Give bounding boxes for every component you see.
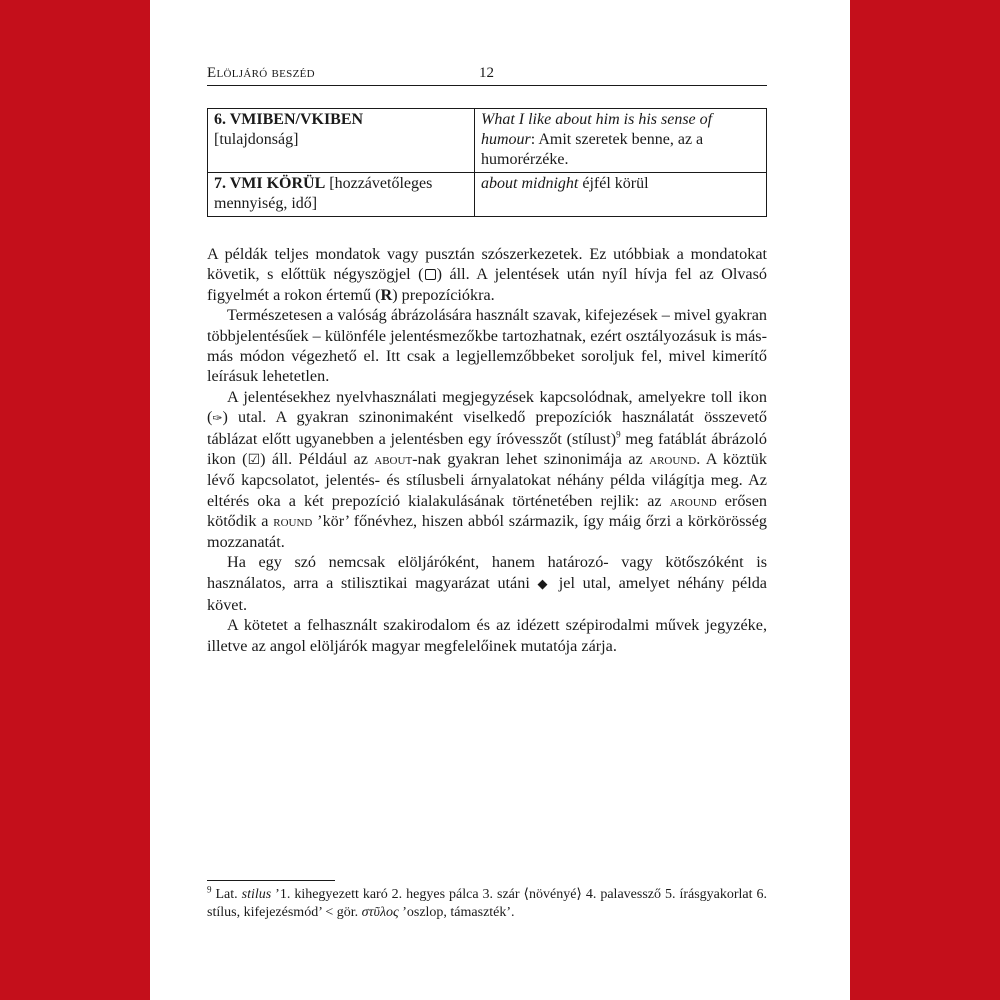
diamond-icon: ◆	[537, 576, 552, 592]
meaning-head: 6. VMIBEN/VKIBEN	[214, 111, 364, 128]
text-run: ’kör’ főnévhez, hiszen abból származik, így máig őrzi a körkörösség mozzanatát.	[207, 512, 767, 551]
text-run: erősen kötődik a	[207, 491, 767, 531]
example-english: What I like about him is his sense of humour	[481, 111, 713, 148]
footnote-mark: 9	[207, 884, 212, 895]
text-run: ’oszlop, támaszték’.	[398, 905, 515, 920]
paragraph	[207, 552, 767, 615]
tablet-icon: ☑	[247, 452, 261, 469]
header-rule	[207, 85, 767, 86]
paragraph: A kötetet a felhasznált szakirodalom és az idézett szépirodalmi művek jegyzéke, illetve az angol elöljárók magyar megfelelőinek mutatója zárja.	[207, 616, 767, 655]
example-punct: :	[530, 131, 536, 148]
meaning-note: [tulajdonság]	[214, 131, 299, 148]
footnote-rule	[207, 880, 335, 881]
footnote-text	[207, 886, 767, 922]
meaning-cell	[208, 109, 475, 173]
text-run: ) utal. A gyakran szinonimaként viselkedő prepozíciók használatát összevető táblázat előtt ugyanebben a jelentésben egy íróvesszőt (stílust)	[207, 408, 767, 448]
pen-icon: ✑	[212, 411, 223, 426]
table-row	[208, 173, 767, 217]
table-row	[208, 109, 767, 173]
related-mark: R	[380, 285, 393, 304]
text-run: jel utal, amelyet néhány példa követ.	[207, 573, 767, 614]
meaning-head: 7. VMI KÖRÜL	[214, 175, 326, 192]
text-run: ) áll. A jelentések után nyíl hívja fel az Olvasó figyelmét a rokon értemű (	[207, 265, 767, 304]
paragraph	[207, 244, 767, 305]
example-hungarian: éjfél körül	[578, 175, 649, 192]
text-run: Lat.	[211, 887, 242, 902]
square-icon	[425, 269, 436, 280]
example-english: about midnight	[481, 175, 579, 192]
meaning-table	[207, 108, 767, 217]
meaning-note: [hozzávetőleges mennyiség, idő]	[214, 175, 433, 212]
footnote-ref: 9	[616, 429, 621, 440]
text-run: ) áll. Például az	[260, 450, 375, 469]
text-run: Ha egy szó nemcsak elöljáróként, hanem határozó- vagy kötőszóként is használatos, arra a stilisztikai magyarázat utáni	[207, 553, 767, 592]
text-run: A jelentésekhez nyelvhasználati megjegyzések kapcsolódnak, amelyekre toll ikon (	[207, 387, 767, 427]
example-hungarian: Amit szeretek benne, az a humorérzéke.	[481, 131, 704, 168]
meaning-cell	[208, 173, 475, 217]
greek-word: στῦλος	[361, 905, 399, 920]
headword: about	[374, 450, 413, 469]
example-cell	[475, 173, 767, 217]
headword: around	[649, 450, 697, 469]
example-cell	[475, 109, 767, 173]
headword: around	[669, 491, 717, 510]
text-run: . A köztük lévő kapcsolatot, jelentés- és stílusbeli árnyalatokat néhány példa világítja meg. Az eltérés oka a két prepozíció kialakulásának történetében rejlik: az	[207, 450, 767, 510]
text-run: -nak gyakran lehet szinonimája az	[412, 450, 650, 469]
body-text	[207, 244, 767, 656]
text-run: ) prepozíciókra.	[392, 285, 495, 304]
headword: round	[273, 512, 313, 531]
book-page	[150, 0, 850, 1000]
footnote	[207, 886, 767, 922]
latin-word: stilus	[241, 887, 272, 902]
page-number: 12	[479, 65, 494, 81]
text-run: meg fatáblát ábrázoló ikon (	[207, 429, 767, 469]
paragraph	[207, 387, 767, 552]
running-title: Elöljáró beszéd	[207, 65, 315, 81]
paragraph: Természetesen a valóság ábrázolására használt szavak, kifejezések – mivel gyakran többjelentésűek – különféle jelentésmezőkbe tartozhatnak, ezért osztályozásuk is más-más módon végezhető el. Itt csak a legjellemzőbbeket soroljuk fel, mivel kimerítő leírásuk lehetetlen.	[207, 306, 767, 386]
running-header	[207, 64, 767, 82]
text-run: A példák teljes mondatok vagy pusztán szószerkezetek. Ez utóbbiak a mondatokat követik, s előttük négyszögjel (	[207, 245, 767, 284]
text-run: ’1. kihegyezett karó 2. hegyes pálca 3. szár ⟨növényé⟩ 4. palavessző 5. írásgyakorlat 6. stílus, kifejezésmód’ < gör.	[207, 887, 767, 920]
